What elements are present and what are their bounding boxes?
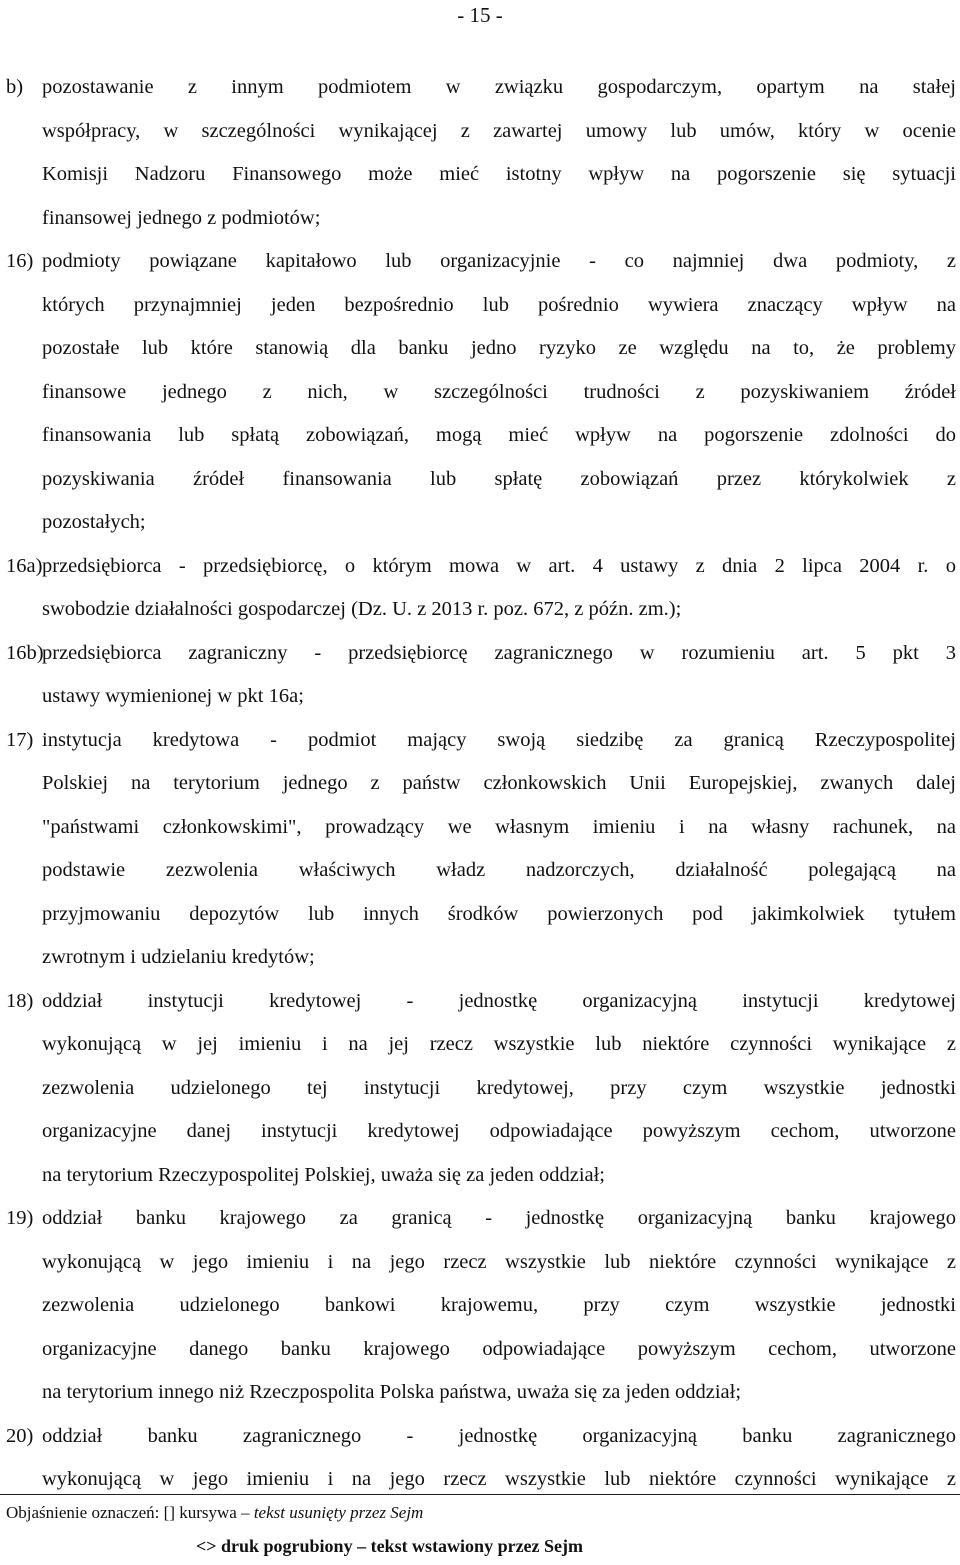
line-text: finansowej jednego z podmiotów;	[42, 206, 321, 229]
definition-line	[0, 893, 956, 937]
footer-divider	[0, 1494, 960, 1495]
line-text: finansowania lub spłatą zobowiązań, mogą mieć wpływ na pogorszenie zdolności do	[42, 424, 956, 446]
item-number: 16b)	[6, 641, 44, 664]
line-text: współpracy, w szczególności wynikającej z zawartej umowy lub umów, który w ocenie	[42, 119, 956, 142]
definition-line	[0, 110, 956, 154]
definition-line	[0, 1154, 956, 1198]
line-text: organizacyjne danej instytucji kredytowej odpowiadające powyższym cechom, utworzone	[42, 1120, 956, 1142]
line-text: pozostawanie z innym podmiotem w związku gospodarczym, opartym na stałej	[42, 76, 956, 98]
line-text: podmioty powiązane kapitałowo lub organizacyjnie - co najmniej dwa podmioty, z	[42, 250, 956, 272]
definition-line	[0, 327, 956, 371]
line-text: przyjmowaniu depozytów lub innych środków powierzonych pod jakimkolwiek tytułem	[42, 902, 956, 925]
definition-line	[0, 1328, 956, 1372]
definition-line	[0, 545, 956, 589]
definition-line	[0, 371, 956, 415]
line-text: pozostałych;	[42, 511, 146, 533]
document-body	[0, 66, 956, 1502]
definition-line	[0, 1110, 956, 1154]
definition-line	[0, 849, 956, 893]
line-text: oddział banku zagranicznego - jednostkę organizacyjną banku zagranicznego	[42, 1424, 956, 1447]
line-text: swobodzie działalności gospodarczej (Dz. U. z 2013 r. poz. 672, z późn. zm.);	[42, 598, 682, 620]
definition-line	[0, 66, 956, 110]
line-text: instytucja kredytowa - podmiot mający swoją siedzibę za granicą Rzeczypospolitej	[42, 728, 956, 751]
definition-line	[0, 762, 956, 806]
definition-line	[0, 1415, 956, 1459]
line-text: których przynajmniej jeden bezpośrednio lub pośrednio wywiera znaczący wpływ na	[42, 293, 956, 316]
line-text: wykonującą w jego imieniu i na jego rzecz wszystkie lub niektóre czynności wynikające z	[42, 1250, 956, 1273]
line-text: na terytorium Rzeczypospolitej Polskiej, uważa się za jeden oddział;	[42, 1163, 605, 1186]
line-text: pozostałe lub które stanowią dla banku jedno ryzyko ze względu na to, że problemy	[42, 337, 956, 359]
line-text: zwrotnym i udzielaniu kredytów;	[42, 946, 315, 968]
definition-line	[0, 458, 956, 502]
definition-line	[0, 980, 956, 1024]
definition-line	[0, 1371, 956, 1415]
item-number: 18)	[6, 989, 34, 1012]
definition-line	[0, 1023, 956, 1067]
definition-line	[0, 588, 956, 632]
definition-line	[0, 1284, 956, 1328]
line-text: przedsiębiorca zagraniczny - przedsiębiorcę zagranicznego w rozumieniu art. 5 pkt 3	[42, 641, 956, 664]
definition-line	[0, 501, 956, 545]
definition-line	[0, 936, 956, 980]
line-text: zezwolenia udzielonego bankowi krajowemu, przy czym wszystkie jednostki	[42, 1294, 956, 1316]
item-number: 16)	[6, 250, 34, 272]
line-text: oddział banku krajowego za granicą - jednostkę organizacyjną banku krajowego	[42, 1207, 956, 1229]
footer-legend	[0, 1494, 960, 1565]
definition-line	[0, 632, 956, 676]
definition-line	[0, 1197, 956, 1241]
definition-line	[0, 1067, 956, 1111]
legend-line-1	[6, 1502, 423, 1524]
definition-line	[0, 675, 956, 719]
line-text: "państwami członkowskimi", prowadzący we własnym imieniu i na własny rachunek, na	[42, 815, 956, 838]
line-text: Polskiej na terytorium jednego z państw członkowskich Unii Europejskiej, zwanych dalej	[42, 772, 956, 794]
line-text: ustawy wymienionej w pkt 16a;	[42, 685, 304, 707]
definition-line	[0, 284, 956, 328]
line-text: zezwolenia udzielonego tej instytucji kredytowej, przy czym wszystkie jednostki	[42, 1076, 956, 1099]
definition-line	[0, 1241, 956, 1285]
line-text: wykonującą w jego imieniu i na jego rzecz wszystkie lub niektóre czynności wynikające z	[42, 1468, 956, 1490]
line-text: oddział instytucji kredytowej - jednostkę organizacyjną instytucji kredytowej	[42, 989, 956, 1012]
line-text: finansowe jednego z nich, w szczególności trudności z pozyskiwaniem źródeł	[42, 380, 956, 403]
legend-brackets: [] kursywa	[163, 1503, 237, 1522]
definition-line	[0, 240, 956, 284]
definition-line	[0, 719, 956, 763]
item-number: 20)	[6, 1424, 34, 1447]
line-text: na terytorium innego niż Rzeczpospolita Polska państwa, uważa się za jeden oddział;	[42, 1381, 742, 1403]
page-number: - 15 -	[457, 3, 503, 27]
definition-line	[0, 153, 956, 197]
item-number: 16a)	[6, 554, 43, 577]
item-number: 17)	[6, 728, 34, 751]
legend-dash: –	[241, 1503, 250, 1522]
line-text: przedsiębiorca - przedsiębiorcę, o którym mowa w art. 4 ustawy z dnia 2 lipca 2004 r. o	[42, 554, 956, 577]
line-text: pozyskiwania źródeł finansowania lub spłatę zobowiązań przez którykolwiek z	[42, 467, 956, 490]
item-number: b)	[6, 76, 24, 98]
definition-line	[0, 197, 956, 241]
line-text: podstawie zezwolenia właściwych władz nadzorczych, działalność polegającą na	[42, 859, 956, 881]
line-text: Komisji Nadzoru Finansowego może mieć istotny wpływ na pogorszenie się sytuacji	[42, 163, 956, 185]
legend-line-2: <> druk pogrubiony – tekst wstawiony przez Sejm	[196, 1536, 584, 1556]
definition-line	[0, 806, 956, 850]
item-number: 19)	[6, 1207, 34, 1229]
line-text: wykonującą w jej imieniu i na jej rzecz wszystkie lub niektóre czynności wynikające z	[42, 1033, 956, 1055]
definition-line	[0, 414, 956, 458]
line-text: organizacyjne danego banku krajowego odpowiadające powyższym cechom, utworzone	[42, 1337, 956, 1360]
legend-removed-text: tekst usunięty przez Sejm	[253, 1503, 424, 1522]
legend-label: Objaśnienie oznaczeń:	[6, 1503, 160, 1522]
